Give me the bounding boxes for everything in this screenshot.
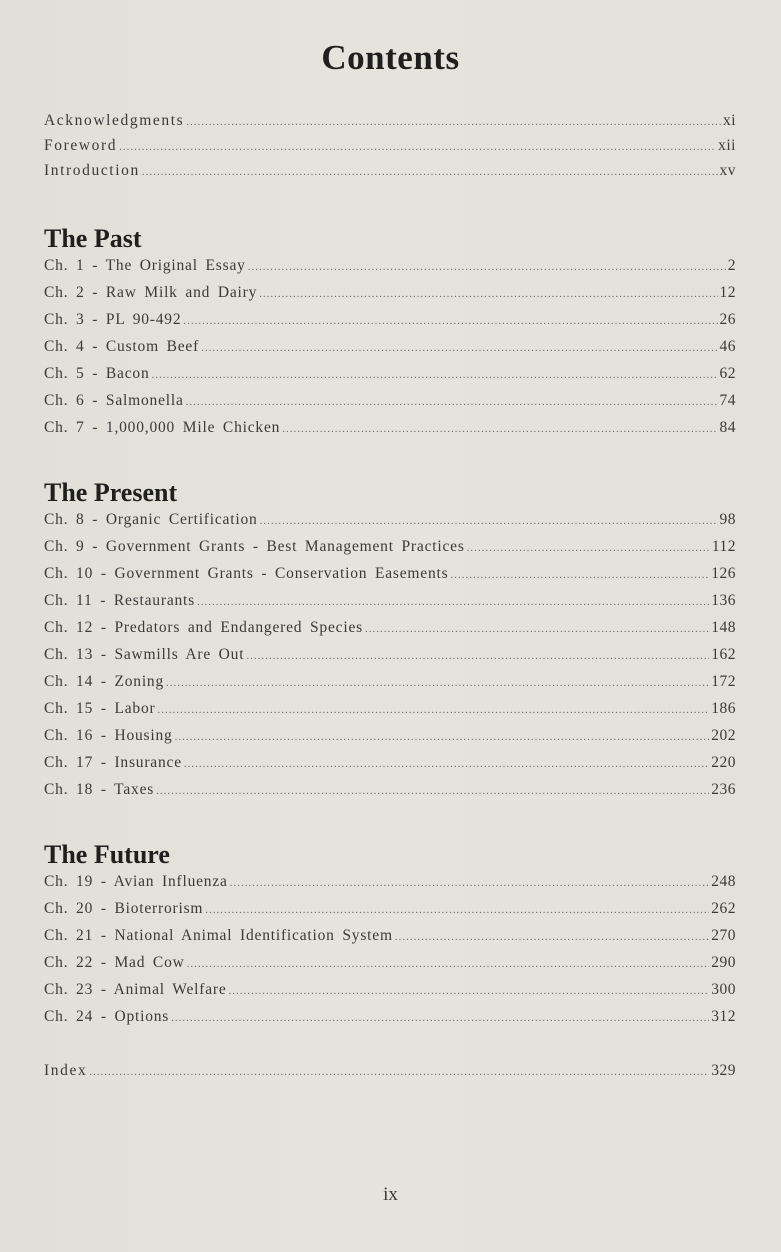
toc-entry (44, 1008, 736, 1035)
toc-entry (44, 538, 736, 565)
dot-leader (157, 704, 709, 716)
entry-page-number: xi (722, 112, 736, 129)
section-the-future (44, 838, 736, 1035)
toc-entry (44, 419, 736, 446)
toc-entry (44, 565, 736, 592)
entry-page-number: 62 (719, 365, 736, 382)
entry-page-number: xii (718, 137, 736, 154)
entry-label: Ch. 3 - PL 90-492 (44, 311, 182, 328)
entry-label: Ch. 10 - Government Grants - Conservation Easements (44, 565, 449, 582)
dot-leader (246, 650, 709, 662)
section-heading: The Future (44, 840, 170, 869)
dot-leader (152, 369, 718, 381)
entry-label: Ch. 22 - Mad Cow (44, 954, 185, 971)
entry-page-number: 74 (719, 392, 736, 409)
toc-entry (44, 900, 736, 927)
toc-entry (44, 365, 736, 392)
entry-page-number: 270 (711, 927, 736, 944)
page-title: Contents (321, 38, 460, 77)
toc-entry (44, 619, 736, 646)
entry-page-number: 84 (719, 419, 736, 436)
dot-leader (230, 877, 710, 889)
dot-leader (467, 542, 710, 554)
entry-page-number: 329 (711, 1062, 736, 1079)
entry-label: Ch. 16 - Housing (44, 727, 173, 744)
dot-leader (201, 342, 717, 354)
entry-page-number: 2 (727, 257, 736, 274)
dot-leader (186, 396, 718, 408)
dot-leader (156, 785, 709, 797)
toc-entry (44, 754, 736, 781)
dot-leader (183, 315, 717, 327)
entry-page-number: 148 (711, 619, 736, 636)
dot-leader (197, 596, 709, 608)
toc-entry (44, 392, 736, 419)
entry-label: Ch. 20 - Bioterrorism (44, 900, 204, 917)
section-heading: The Present (44, 478, 178, 507)
toc-entry (44, 727, 736, 754)
entry-label: Ch. 24 - Options (44, 1008, 170, 1025)
toc-entry (44, 511, 736, 538)
entry-page-number: 300 (711, 981, 736, 998)
entry-label: Ch. 17 - Insurance (44, 754, 182, 771)
toc-entry (44, 873, 736, 900)
back-matter-list (44, 1062, 736, 1089)
toc-entry (44, 700, 736, 727)
dot-leader (248, 261, 726, 273)
entry-label: Ch. 7 - 1,000,000 Mile Chicken (44, 419, 281, 436)
toc-entry (44, 592, 736, 619)
entry-label: Ch. 21 - National Animal Identification System (44, 927, 393, 944)
entry-label: Ch. 1 - The Original Essay (44, 257, 246, 274)
dot-leader (187, 958, 710, 970)
dot-leader (229, 985, 710, 997)
section-the-past (44, 222, 736, 446)
section-the-present (44, 476, 736, 808)
toc-entry (44, 338, 736, 365)
entry-label: Ch. 6 - Salmonella (44, 392, 184, 409)
front-matter-list (44, 112, 736, 189)
toc-entry (44, 646, 736, 673)
dot-leader (365, 623, 709, 635)
dot-leader (282, 423, 717, 435)
dot-leader (175, 731, 710, 743)
dot-leader (186, 116, 721, 128)
toc-entry (44, 311, 736, 338)
dot-leader (184, 758, 709, 770)
entry-page-number: 26 (719, 311, 736, 328)
entry-page-number: 236 (711, 781, 736, 798)
entry-page-number: 46 (719, 338, 736, 355)
entry-label: Ch. 4 - Custom Beef (44, 338, 200, 355)
dot-leader (119, 141, 716, 153)
entry-page-number: 112 (711, 538, 736, 555)
toc-entry (44, 284, 736, 311)
entry-label: Ch. 19 - Avian Influenza (44, 873, 228, 890)
toc-entry-index (44, 1062, 736, 1089)
entry-label: Introduction (44, 162, 140, 179)
entry-label: Ch. 9 - Government Grants - Best Management Practices (44, 538, 465, 555)
toc-entry (44, 954, 736, 981)
toc-entry (44, 257, 736, 284)
dot-leader (171, 1012, 709, 1024)
entry-label: Ch. 2 - Raw Milk and Dairy (44, 284, 258, 301)
entry-label: Ch. 5 - Bacon (44, 365, 150, 382)
entry-label: Ch. 23 - Animal Welfare (44, 981, 227, 998)
entry-page-number: 220 (711, 754, 736, 771)
entry-label: Ch. 15 - Labor (44, 700, 156, 717)
section-heading: The Past (44, 224, 142, 253)
dot-leader (166, 677, 709, 689)
dot-leader (260, 515, 718, 527)
entry-page-number: 248 (711, 873, 736, 890)
entry-label: Ch. 8 - Organic Certification (44, 511, 258, 528)
page-folio-number: ix (383, 1184, 398, 1205)
entry-page-number: 172 (711, 673, 736, 690)
toc-entry-foreword (44, 137, 736, 164)
dot-leader (450, 569, 709, 581)
dot-leader (89, 1066, 709, 1078)
entry-page-number: 312 (711, 1008, 736, 1025)
entry-label: Acknowledgments (44, 112, 185, 129)
entry-label: Ch. 18 - Taxes (44, 781, 155, 798)
dot-leader (395, 931, 709, 943)
entry-page-number: 202 (711, 727, 736, 744)
dot-leader (205, 904, 709, 916)
entry-page-number: 162 (711, 646, 736, 663)
entry-label: Index (44, 1062, 88, 1079)
entry-label: Ch. 11 - Restaurants (44, 592, 195, 609)
toc-entry (44, 927, 736, 954)
entry-label: Ch. 14 - Zoning (44, 673, 165, 690)
entry-page-number: xv (719, 162, 736, 179)
entry-page-number: 12 (719, 284, 736, 301)
toc-entry-acknowledgments (44, 112, 736, 139)
toc-entry (44, 673, 736, 700)
toc-entry-introduction (44, 162, 736, 189)
dot-leader (142, 166, 718, 178)
entry-label: Ch. 13 - Sawmills Are Out (44, 646, 245, 663)
entry-page-number: 290 (711, 954, 736, 971)
entry-label: Foreword (44, 137, 118, 154)
entry-page-number: 136 (711, 592, 736, 609)
entry-page-number: 262 (711, 900, 736, 917)
entry-page-number: 186 (711, 700, 736, 717)
entry-label: Ch. 12 - Predators and Endangered Species (44, 619, 363, 636)
dot-leader (259, 288, 717, 300)
entry-page-number: 98 (719, 511, 736, 528)
entry-page-number: 126 (711, 565, 736, 582)
toc-entry (44, 781, 736, 808)
toc-entry (44, 981, 736, 1008)
